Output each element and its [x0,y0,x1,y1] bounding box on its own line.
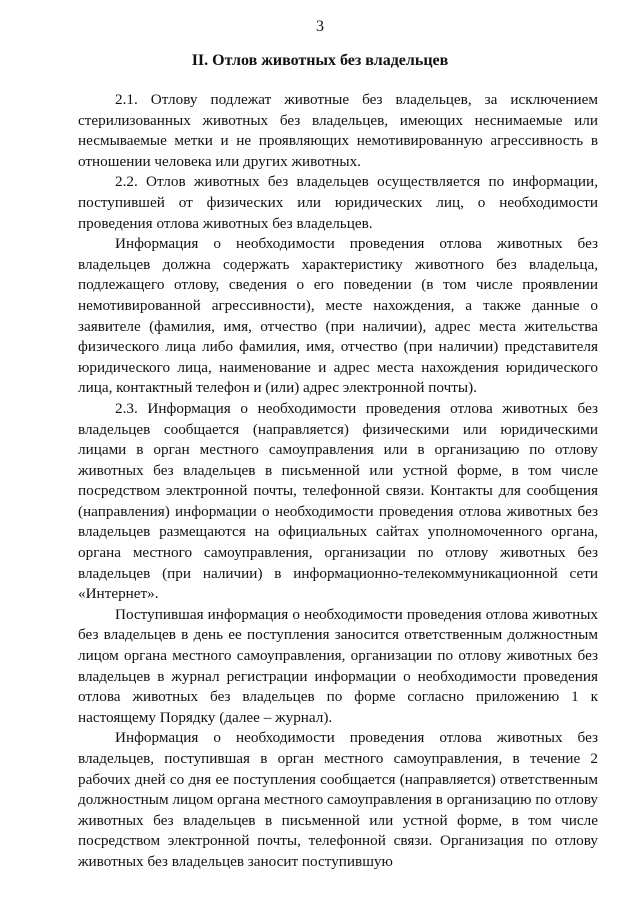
paragraph-transfer: Информация о необходимости проведения отлова животных без владельцев, поступившая в орган местного самоуправления, в течение 2 рабочих дней со дня ее поступления сообщается (направляется) ответственным должностным лицом органа местного самоуправления в организацию по отлову животных без владельцев в письменной или устной форме, в том числе посредством электронной почты, телефонной связи. Организация по отлову животных без владельцев заносит поступившую [78,729,598,870]
paragraph-info-content: Информация о необходимости проведения отлова животных без владельцев должна содержать характеристику животного без владельца, подлежащего отлову, сведения о его поведении (в том числе проявлении немотивированной агрессивности), месте нахождения, а также данные о заявителе (фамилия, имя, отчество (при наличии), адрес места жительства физического лица либо фамилия, имя, отчество (при наличии) представителя юридического лица, наименование и адрес места нахождения юридического лица, контактный телефон и (или) адрес электронной почты). [78,235,598,397]
paragraph-journal: Поступившая информация о необходимости проведения отлова животных без владельцев в день ее поступления заносится ответственным должностным лицом органа местного самоуправления, организации по отлову животных без владельцев в журнал регистрации информации о необходимости проведения отлова животных без владельцев по форме согласно приложению 1 к настоящему Порядку (далее – журнал). [78,605,598,726]
section-title: II. Отлов животных без владельцев [191,52,449,69]
paragraph-2-1: 2.1. Отлову подлежат животные без владельцев, за исключением стерилизованных животных без владельцев, имеющих неснимаемые или несмываемые метки и не проявляющих немотивированную агрессивность в отношении человека или других животных. [78,91,598,170]
page-number: 3 [316,18,324,35]
body-text [78,90,598,873]
paragraph-2-3: 2.3. Информация о необходимости проведения отлова животных без владельцев сообщается (направляется) физическими или юридическими лицами в орган местного самоуправления или в организацию по отлову животных без владельцев в письменной или устной форме, в том числе посредством электронной почты, телефонной связи. Контакты для сообщения (направления) информации о необходимости проведения отлова животных без владельцев размещаются на официальных сайтах уполномоченного органа, органа местного самоуправления, организации по отлову животных без владельцев (при наличии) в информационно-телекоммуникационной сети «Интернет». [78,399,598,603]
paragraph-2-2: 2.2. Отлов животных без владельцев осуществляется по информации, поступившей от физических или юридических лиц, о необходимости проведения отлова животных без владельцев. [78,173,598,232]
